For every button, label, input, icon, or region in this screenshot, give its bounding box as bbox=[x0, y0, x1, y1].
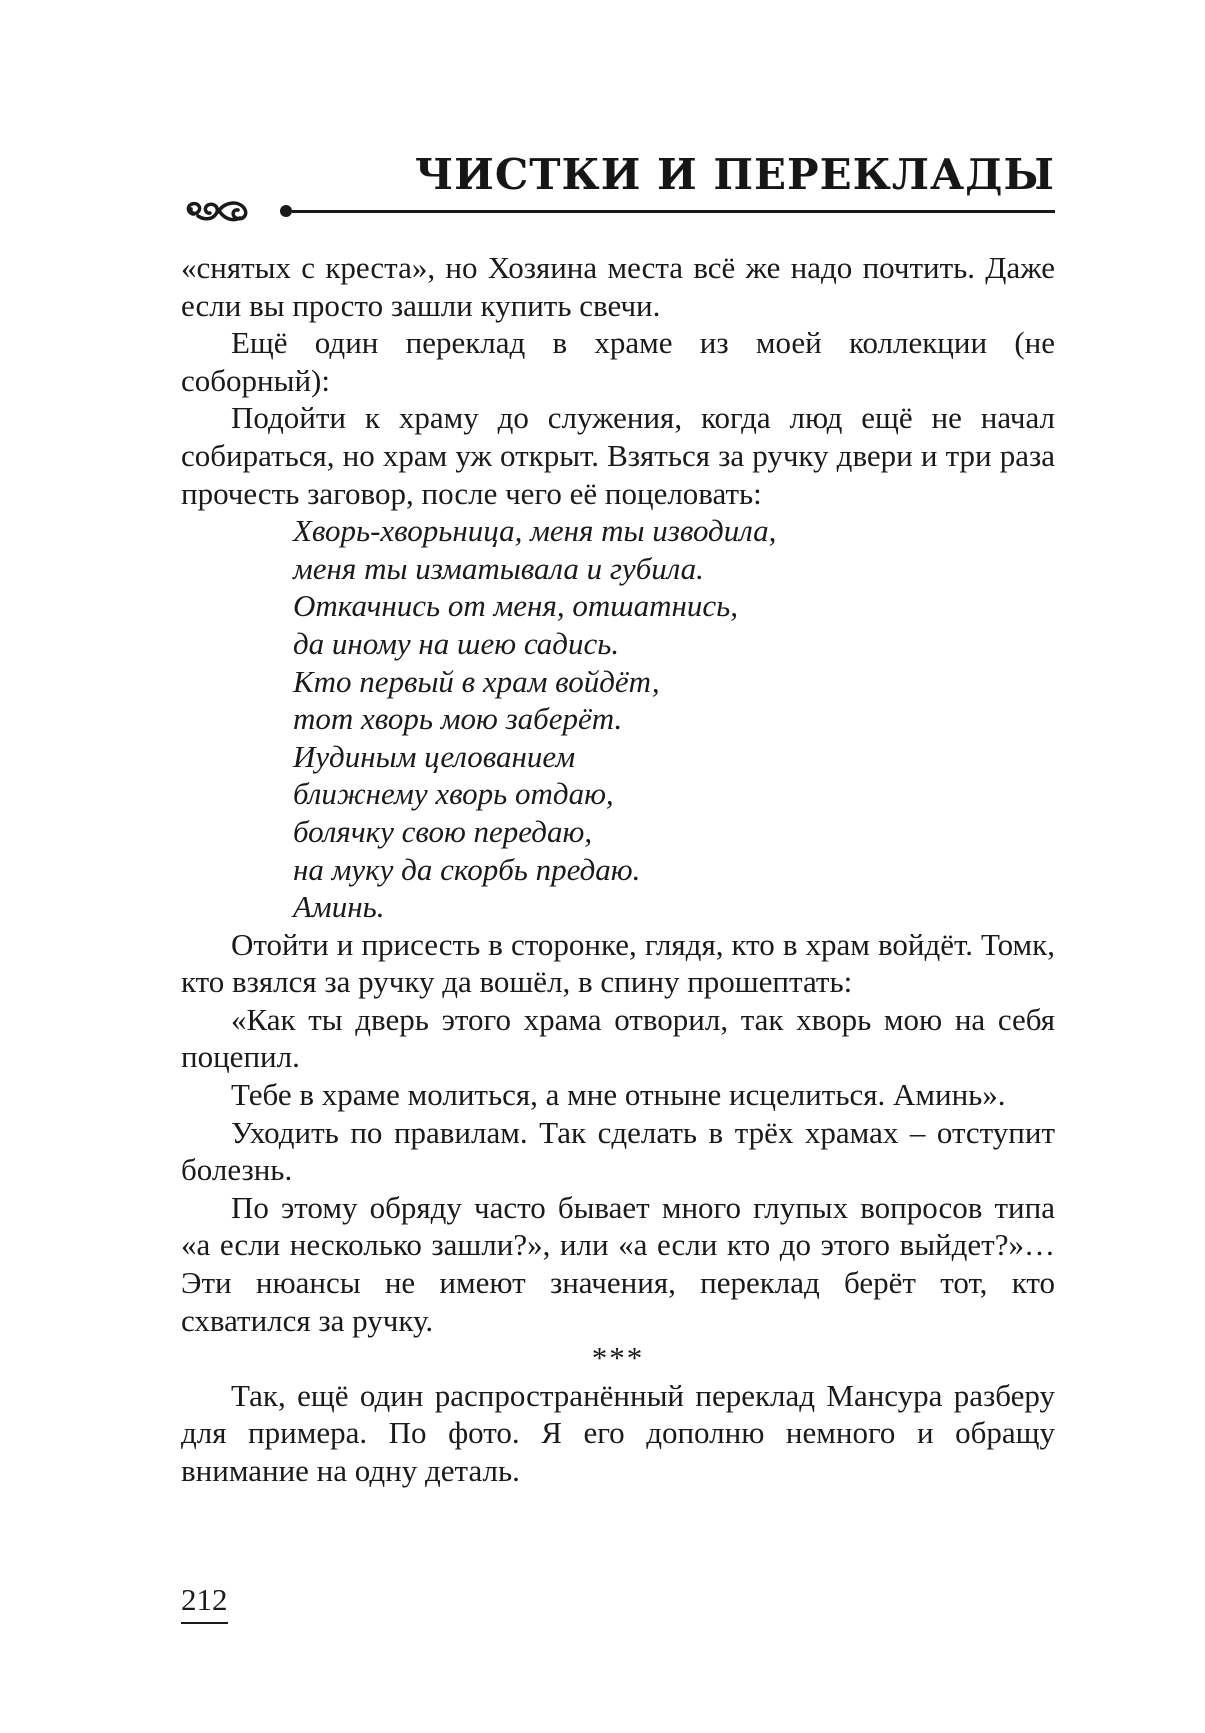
paragraph: «снятых с креста», но Хозяина места всё же надо почтить. Даже если вы просто зашли купить свечи. bbox=[181, 250, 1055, 323]
paragraph: Тебе в храме молиться, а мне отныне исцелиться. Аминь». bbox=[231, 1077, 1006, 1113]
verse-line: ближнему хворь отдаю, bbox=[293, 776, 614, 812]
paragraph: Так, ещё один распространённый переклад Мансура разберу для примера. По фото. Я его дополню немного и обращу внимание на одну деталь. bbox=[181, 1377, 1055, 1488]
verse-line: тот хворь мою заберёт. bbox=[293, 701, 623, 737]
running-header-title: ЧИСТКИ И ПЕРЕКЛАДЫ bbox=[414, 150, 1055, 199]
header-rule-dot bbox=[280, 205, 292, 217]
section-separator: *** bbox=[591, 1340, 645, 1376]
paragraph: Уходить по правилам. Так сделать в трёх храмах – отступит болезнь. bbox=[181, 1114, 1055, 1188]
paragraph: Отойти и присесть в сторонке, глядя, кто в храм войдёт. Томк, кто взялся за ручку да вошёл, в спину прошептать: bbox=[181, 926, 1055, 1000]
page-body bbox=[181, 249, 1055, 1490]
incantation-verse bbox=[181, 512, 1055, 926]
verse-line: Откачнись от меня, отшатнись, bbox=[293, 588, 739, 624]
paragraph: Ещё один переклад в храме из моей коллекции (не соборный): bbox=[181, 325, 1055, 398]
paragraph: По этому обряду часто бывает много глупых вопросов типа «а если несколько зашли?», или «а если кто до этого выйдет?»… Эти нюансы не имеют значения, переклад берёт тот, кто схватился за ручку. bbox=[181, 1189, 1055, 1338]
paragraph: «Как ты дверь этого храма отворил, так хворь мою на себя поцепил. bbox=[181, 1001, 1055, 1075]
verse-line: Кто первый в храм войдёт, bbox=[293, 663, 660, 699]
verse-line: Хворь-хворьница, меня ты изводила, bbox=[293, 513, 777, 549]
verse-line: болячку свою передаю, bbox=[293, 813, 593, 849]
verse-line: Аминь. bbox=[293, 889, 385, 925]
scroll-ornament-icon bbox=[178, 190, 258, 230]
header-rule bbox=[292, 210, 1055, 213]
verse-line: Иудиным целованием bbox=[293, 738, 576, 774]
verse-line: меня ты изматывала и губила. bbox=[293, 550, 704, 586]
verse-line: на муку да скорбь предаю. bbox=[293, 851, 641, 887]
verse-line: да иному на шею садись. bbox=[293, 625, 620, 661]
paragraph: Подойти к храму до служения, когда люд ещё не начал собираться, но храм уж открыт. Взяться за ручку двери и три раза прочесть заговор, после чего её поцеловать: bbox=[181, 400, 1055, 511]
page-number: 212 bbox=[181, 1580, 228, 1624]
